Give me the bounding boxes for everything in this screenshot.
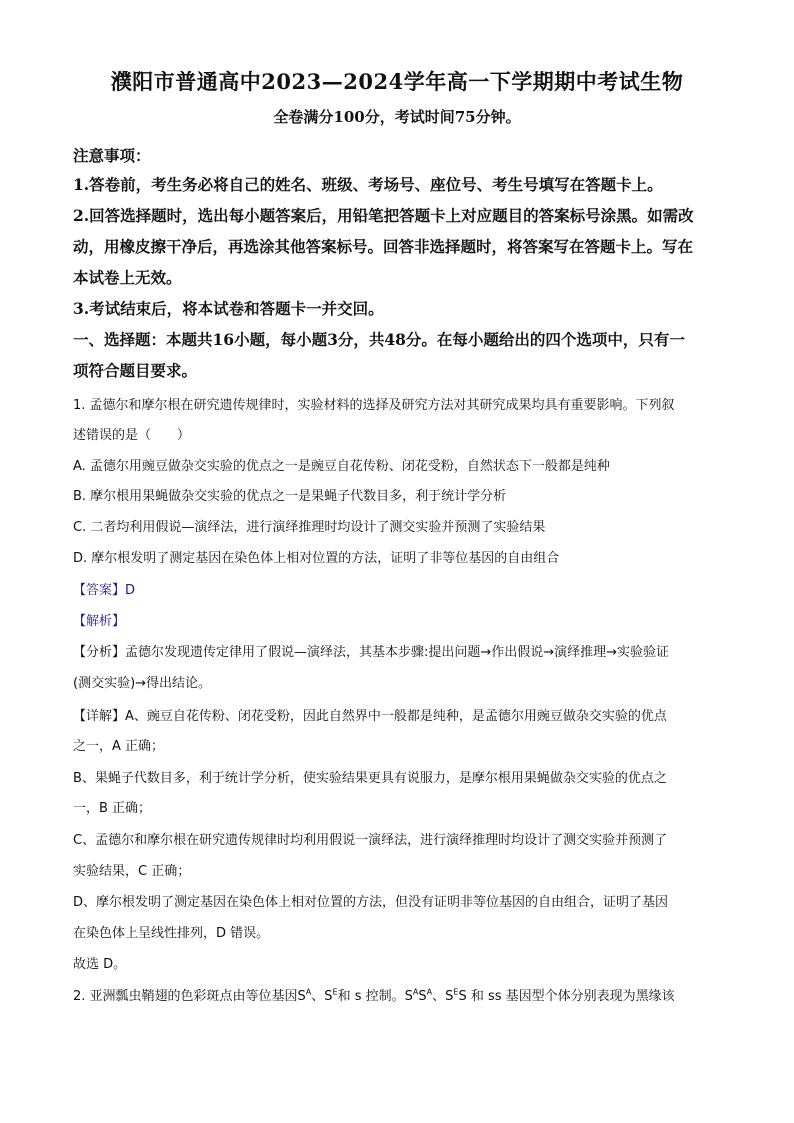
question-stem: 述错误的是（ ） — [73, 428, 191, 443]
detail-text: 之一，A 正确； — [73, 739, 165, 754]
section-heading-line1: 一、选择题：本题共16小题，每小题3分，共48分。在每小题给出的四个选项中，只有一 — [73, 330, 685, 349]
page-title: 濮阳市普通高中2023—2024学年高一下学期期中考试生物 — [110, 69, 684, 94]
option-d: D. 摩尔根发明了测定基因在染色体上相对位置的方法，证明了非等位基因的自由组合 — [73, 551, 560, 566]
option-c: C. 二者均利用假说—演绎法，进行演绎推理时均设计了测交实验并预测了实验结果 — [73, 520, 546, 535]
detail-text: 实验结果，C 正确； — [73, 864, 191, 879]
section-heading-line2: 项符合题目要求。 — [73, 361, 198, 380]
detail-text: C、孟德尔和摩尔根在研究遗传规律时均利用假说一演绎法，进行演绎推理时均设计了测交实验并预测了 — [73, 833, 668, 848]
option-b: B. 摩尔根用果蝇做杂交实验的优点之一是果蝇子代数目多，利于统计学分析 — [73, 489, 507, 504]
note-item: 动，用橡皮擦干净后，再选涂其他答案标号。回答非选择题时，将答案写在答题卡上。写在 — [73, 237, 694, 256]
exam-info: 全卷满分100分，考试时间75分钟。 — [273, 108, 521, 126]
analysis-text: (测交实验)→得出结论。 — [73, 676, 212, 691]
analysis-text: 【分析】孟德尔发现遗传定律用了假说—演绎法，其基本步骤:提出问题→作出假说→演绎推理→实验验证 — [73, 645, 670, 660]
answer-line: 【答案】D — [73, 583, 136, 598]
detail-text: 【详解】A、豌豆自花传粉、闭花受粉，因此自然界中一般都是纯种，是孟德尔用豌豆做杂交实验的优点 — [73, 709, 667, 724]
detail-text: 一，B 正确； — [73, 801, 152, 816]
notes-heading: 注意事项： — [73, 146, 151, 165]
detail-text: D、摩尔根发明了测定基因在染色体上相对位置的方法，但没有证明非等位基因的自由组合，证明了基因 — [73, 895, 669, 910]
conclusion-text: 故选 D。 — [73, 957, 127, 972]
option-a: A. 孟德尔用豌豆做杂交实验的优点之一是豌豆自花传粉、闭花受粉，自然状态下一般都是纯种 — [73, 459, 610, 474]
note-item: 本试卷上无效。 — [73, 268, 182, 287]
question-stem: 1. 孟德尔和摩尔根在研究遗传规律时，实验材料的选择及研究方法对其研究成果均具有重要影响。下列叙 — [73, 398, 675, 413]
detail-text: 在染色体上呈线性排列，D 错误。 — [73, 926, 270, 941]
note-item: 2.回答选择题时，选出每小题答案后，用铅笔把答题卡上对应题目的答案标号涂黑。如需改 — [73, 206, 694, 225]
note-item: 3.考试结束后，将本试卷和答题卡一并交回。 — [73, 299, 384, 318]
detail-text: B、果蝇子代数目多，利于统计学分析，使实验结果更具有说服力，是摩尔根用果蝇做杂交实验的优点之 — [73, 771, 667, 786]
analysis-label: 【解析】 — [73, 614, 126, 629]
question-2-stem: 2. 亚洲瓢虫鞘翅的色彩斑点由等位基因$S^A$、$S^E$和 s 控制。$S^AS^A$、$S^ES$ 和 ss 基因型个体分别表现为黑缘该 — [73, 987, 675, 1004]
note-item: 1.答卷前，考生务必将自己的姓名、班级、考场号、座位号、考生号填写在答题卡上。 — [73, 175, 663, 194]
